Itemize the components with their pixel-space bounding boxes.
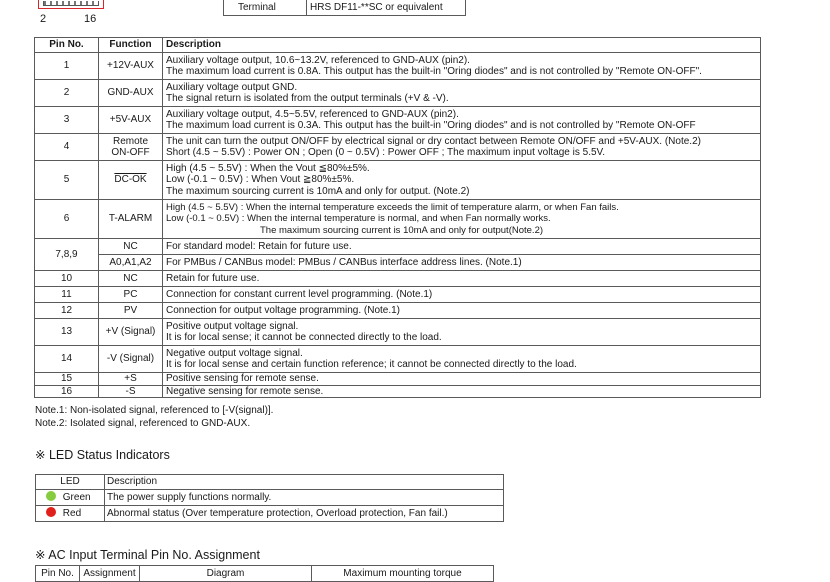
table-row: [35, 319, 761, 346]
description-line: Auxiliary voltage output, 4.5~5.5V, referenced to GND-AUX (pin2).: [166, 108, 459, 120]
ac-section-title: ※ AC Input Terminal Pin No. Assignment: [35, 548, 260, 562]
connector-value: HRS DF11-**SC or equivalent: [307, 0, 466, 15]
connector-table: [223, 0, 466, 16]
pin-number: 1: [35, 53, 99, 80]
pin-function: NC: [99, 239, 163, 255]
connector-pins: [43, 1, 99, 6]
pin-description: [163, 107, 761, 134]
pin-number: 14: [35, 346, 99, 373]
description-line: Auxiliary voltage output GND.: [166, 81, 298, 93]
table-row: [35, 239, 761, 255]
led-cell: [36, 490, 105, 506]
table-row: [35, 346, 761, 373]
table-row: [35, 200, 761, 239]
pin-description: Positive sensing for remote sense.: [163, 373, 761, 386]
description-line: It is for local sense and certain function reference; it cannot be connected directly to the load.: [166, 359, 577, 370]
description-line: The maximum sourcing current is 10mA and only for output. (Note.2): [166, 185, 470, 197]
ac-header-torque: Maximum mounting torque: [312, 566, 494, 582]
table-row: [35, 303, 761, 319]
connector-label: Terminal: [224, 0, 307, 15]
pin-function: [99, 161, 163, 200]
pin-number: 11: [35, 287, 99, 303]
pin-description: Retain for future use.: [163, 271, 761, 287]
pin-function: -V (Signal): [99, 346, 163, 373]
led-description-header: Description: [105, 475, 504, 490]
pin-number: 10: [35, 271, 99, 287]
pin-description: Negative sensing for remote sense.: [163, 385, 761, 398]
description-line: High (4.5 ~ 5.5V) : When the internal temperature exceeds the limit of temperature alarm, or when Fan fails.: [166, 201, 619, 213]
table-row: [35, 53, 761, 80]
pin-description: [163, 53, 761, 80]
pin-description: Connection for constant current level programming. (Note.1): [163, 287, 761, 303]
ac-header-diagram: Diagram: [140, 566, 312, 582]
led-header: LED: [36, 475, 105, 490]
note-2: Note.2: Isolated signal, referenced to GND-AUX.: [35, 418, 251, 429]
pin-number: 6: [35, 200, 99, 239]
description-line: The signal return is isolated from the output terminals (+V & -V).: [166, 93, 449, 104]
description-line: The maximum load current is 0.3A. This output has the built-in "Oring diodes" and is not controlled by "Remote ON-OFF: [166, 120, 696, 131]
pin-description: [163, 346, 761, 373]
ac-header-assignment: Assignment: [80, 566, 140, 582]
header-pin-no: Pin No.: [35, 38, 99, 53]
pin-description: [163, 80, 761, 107]
pin-description: [163, 134, 761, 161]
pin-number: 4: [35, 134, 99, 161]
led-color-name: Green: [62, 492, 91, 504]
pin-description: [163, 161, 761, 200]
description-line: The maximum sourcing current is 10mA and only for output(Note.2): [260, 224, 544, 236]
pin-description: [163, 319, 761, 346]
pin-function: T-ALARM: [99, 200, 163, 239]
note-1: Note.1: Non-isolated signal, referenced to [-V(signal)].: [35, 405, 274, 416]
pin-label-left: 2: [40, 13, 47, 25]
pin-number: 2: [35, 80, 99, 107]
table-row: [35, 107, 761, 134]
description-line: Low (-0.1 ~ 0.5V) : When Vout ≧80%±5%.: [166, 174, 355, 186]
table-row: [35, 134, 761, 161]
connector-diagram-fragment: [38, 0, 104, 9]
led-cell: [36, 506, 105, 522]
pin-number: 13: [35, 319, 99, 346]
table-row: [35, 373, 761, 386]
pin-function: +12V-AUX: [99, 53, 163, 80]
ac-header-pin-no: Pin No.: [36, 566, 80, 582]
pin-number: 5: [35, 161, 99, 200]
ac-input-table: [35, 565, 494, 582]
pin-function: PV: [99, 303, 163, 319]
description-line: Auxiliary voltage output, 10.6~13.2V, referenced to GND-AUX (pin2).: [166, 54, 470, 66]
pin-number: 15: [35, 373, 99, 386]
pin-number: 3: [35, 107, 99, 134]
table-row: [35, 271, 761, 287]
header-description: Description: [163, 38, 761, 53]
table-row: [35, 287, 761, 303]
pin-function: GND-AUX: [99, 80, 163, 107]
table-row: [36, 506, 504, 522]
pin-description: [163, 200, 761, 239]
pin-description: For standard model: Retain for future use.: [163, 239, 761, 255]
description-line: Low (-0.1 ~ 0.5V) : When the internal temperature is normal, and when Fan normally works.: [166, 213, 551, 225]
pin-function: NC: [99, 271, 163, 287]
pin-number: 12: [35, 303, 99, 319]
red-led-icon: [46, 507, 56, 517]
table-row: [36, 490, 504, 506]
table-row: [35, 80, 761, 107]
table-row: [35, 161, 761, 200]
table-row: [35, 255, 761, 271]
pin-function: -S: [99, 385, 163, 398]
pin-number: 7,8,9: [35, 239, 99, 271]
led-table: [35, 474, 504, 522]
green-led-icon: [46, 491, 56, 501]
pin-number: 16: [35, 385, 99, 398]
description-line: Negative output voltage signal.: [166, 347, 303, 359]
description-line: High (4.5 ~ 5.5V) : When the Vout ≦80%±5%.: [166, 162, 370, 174]
description-line: The maximum load current is 0.8A. This output has the built-in "Oring diodes" and is not controlled by "Remote ON-OFF".: [166, 66, 702, 77]
header-function: Function: [99, 38, 163, 53]
pin-function: A0,A1,A2: [99, 255, 163, 271]
description-line: Short (4.5 ~ 5.5V) : Power ON ; Open (0 ~ 0.5V) : Power OFF ; The maximum input voltage is 5.5V.: [166, 147, 606, 158]
led-description: The power supply functions normally.: [105, 490, 504, 506]
pin-description: For PMBus / CANBus model: PMBus / CANBus interface address lines. (Note.1): [163, 255, 761, 271]
pin-label-right: 16: [84, 13, 97, 25]
description-line: The unit can turn the output ON/OFF by electrical signal or dry contact between Remote ON/OFF and +5V-AUX. (Note.2): [166, 135, 701, 147]
pin-function: Remote ON-OFF: [99, 134, 163, 161]
pin-function: +S: [99, 373, 163, 386]
dc-ok-label: DC-OK: [114, 174, 147, 186]
description-line: It is for local sense; it cannot be connected directly to the load.: [166, 332, 442, 343]
pin-function: +5V-AUX: [99, 107, 163, 134]
led-color-name: Red: [62, 508, 82, 520]
pin-function: +V (Signal): [99, 319, 163, 346]
led-description: Abnormal status (Over temperature protection, Overload protection, Fan fail.): [105, 506, 504, 522]
pin-function: PC: [99, 287, 163, 303]
led-section-title: ※ LED Status Indicators: [35, 448, 170, 462]
description-line: Positive output voltage signal.: [166, 320, 299, 332]
table-row: [35, 385, 761, 398]
pin-table: [34, 37, 761, 398]
pin-description: Connection for output voltage programming. (Note.1): [163, 303, 761, 319]
